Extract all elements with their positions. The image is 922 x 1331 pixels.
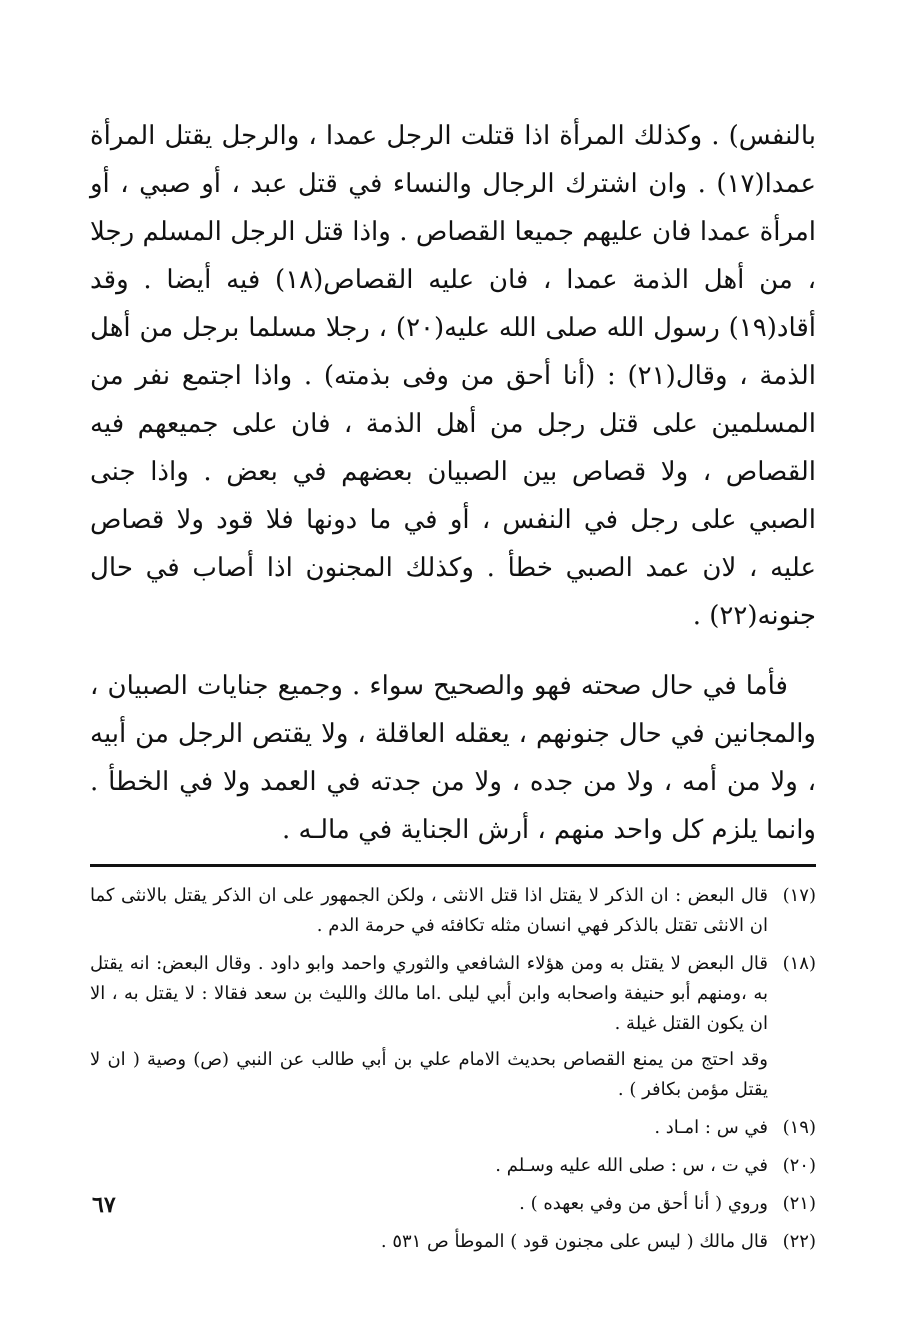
footnote-text <box>90 1113 768 1143</box>
page-number: ٦٧ <box>92 1192 116 1218</box>
footnote-line: قال مالك ( ليس على مجنون قود ) الموطأ ص ٥٣١ . <box>380 1231 768 1252</box>
footnote-21 <box>90 1189 816 1219</box>
footnote-line: وروي ( أنا أحق من وفي بعهده ) . <box>519 1193 768 1214</box>
footnote-divider <box>90 864 816 867</box>
footnote-20 <box>90 1151 816 1181</box>
footnote-number: (٢١) <box>782 1193 816 1214</box>
paragraph-1: بالنفس) . وكذلك المرأة اذا قتلت الرجل عمدا ، والرجل يقتل المرأة عمدا(١٧) . وان اشترك الرجال والنساء في قتل عبد ، أو صبي ، أو امرأة عمدا فان عليهم جميعا القصاص . واذا قتل الرجل المسلم رجلا ، من أهل الذمة عمدا ، فان عليه القصاص(١٨) فيه أيضا . وقد أقاد(١٩) رسول الله صلى الله عليه(٢٠) ، رجلا مسلما برجل من أهل الذمة ، وقال(٢١) : (أنا أحق من وفى بذمته) . واذا اجتمع نفر من المسلمين على قتل رجل من أهل الذمة ، فان على جميعهم فيه القصاص ، ولا قصاص بين الصبيان بعضهم في بعض . واذا جنى الصبي على رجل في النفس ، أو في ما دونها فلا قود ولا قصاص عليه ، لان عمد الصبي خطأ . وكذلك المجنون اذا أصاب في حال جنونه(٢٢) . <box>90 121 817 631</box>
footnote-line: في س : امـاد . <box>654 1117 768 1138</box>
footnote-line: قال البعض لا يقتل به ومن هؤلاء الشافعي والثوري واحمد وابو داود . وقال البعض: انه يقتل به ،ومنهم أبو حنيفة واصحابه وابن أبي ليلى .اما مالك والليث بن سعد فقالا : لا يقتل به ، الا ان يكون القتل غيلة . <box>90 953 768 1034</box>
footnotes <box>90 881 816 1257</box>
footnote-text <box>90 1227 768 1257</box>
footnote-number: (٢٠) <box>782 1155 816 1176</box>
footnote-number: (٢٢) <box>782 1231 816 1252</box>
footnote-line: قال البعض : ان الذكر لا يقتل اذا قتل الانثى ، ولكن الجمهور على ان الذكر يقتل بالانثى كما ان الانثى تقتل بالذكر فهي انسان مثله تكافئه في حرمة الدم . <box>90 885 768 936</box>
footnote-22 <box>90 1227 816 1257</box>
footnote-19 <box>90 1113 816 1143</box>
main-text <box>90 112 816 854</box>
footnote-line: في ت ، س : صلى الله عليه وسـلم . <box>495 1155 768 1176</box>
footnote-number: (١٨) <box>782 953 816 974</box>
page-content <box>90 112 816 1265</box>
footnote-number: (١٧) <box>782 885 816 906</box>
footnote-text <box>90 881 768 941</box>
footnote-text <box>90 1151 768 1181</box>
footnote-number: (١٩) <box>782 1117 816 1138</box>
footnote-17 <box>90 881 816 941</box>
footnote-18 <box>90 949 816 1105</box>
paragraph-2: فأما في حال صحته فهو والصحيح سواء . وجميع جنايات الصبيان ، والمجانين في حال جنونهم ، يعقله العاقلة ، ولا يقتص الرجل من أبيه ، ولا من أمه ، ولا من جده ، ولا من جدته في العمد ولا في الخطأ . وانما يلزم كل واحد منهم ، أرش الجناية في مالـه . <box>90 671 816 845</box>
footnote-line: وقد احتج من يمنع القصاص بحديث الامام علي بن أبي طالب عن النبي (ص) وصية ( ان لا يقتل مؤمن بكافر ) . <box>90 1049 768 1100</box>
footnote-text <box>90 1189 768 1219</box>
footnote-text <box>90 949 768 1105</box>
